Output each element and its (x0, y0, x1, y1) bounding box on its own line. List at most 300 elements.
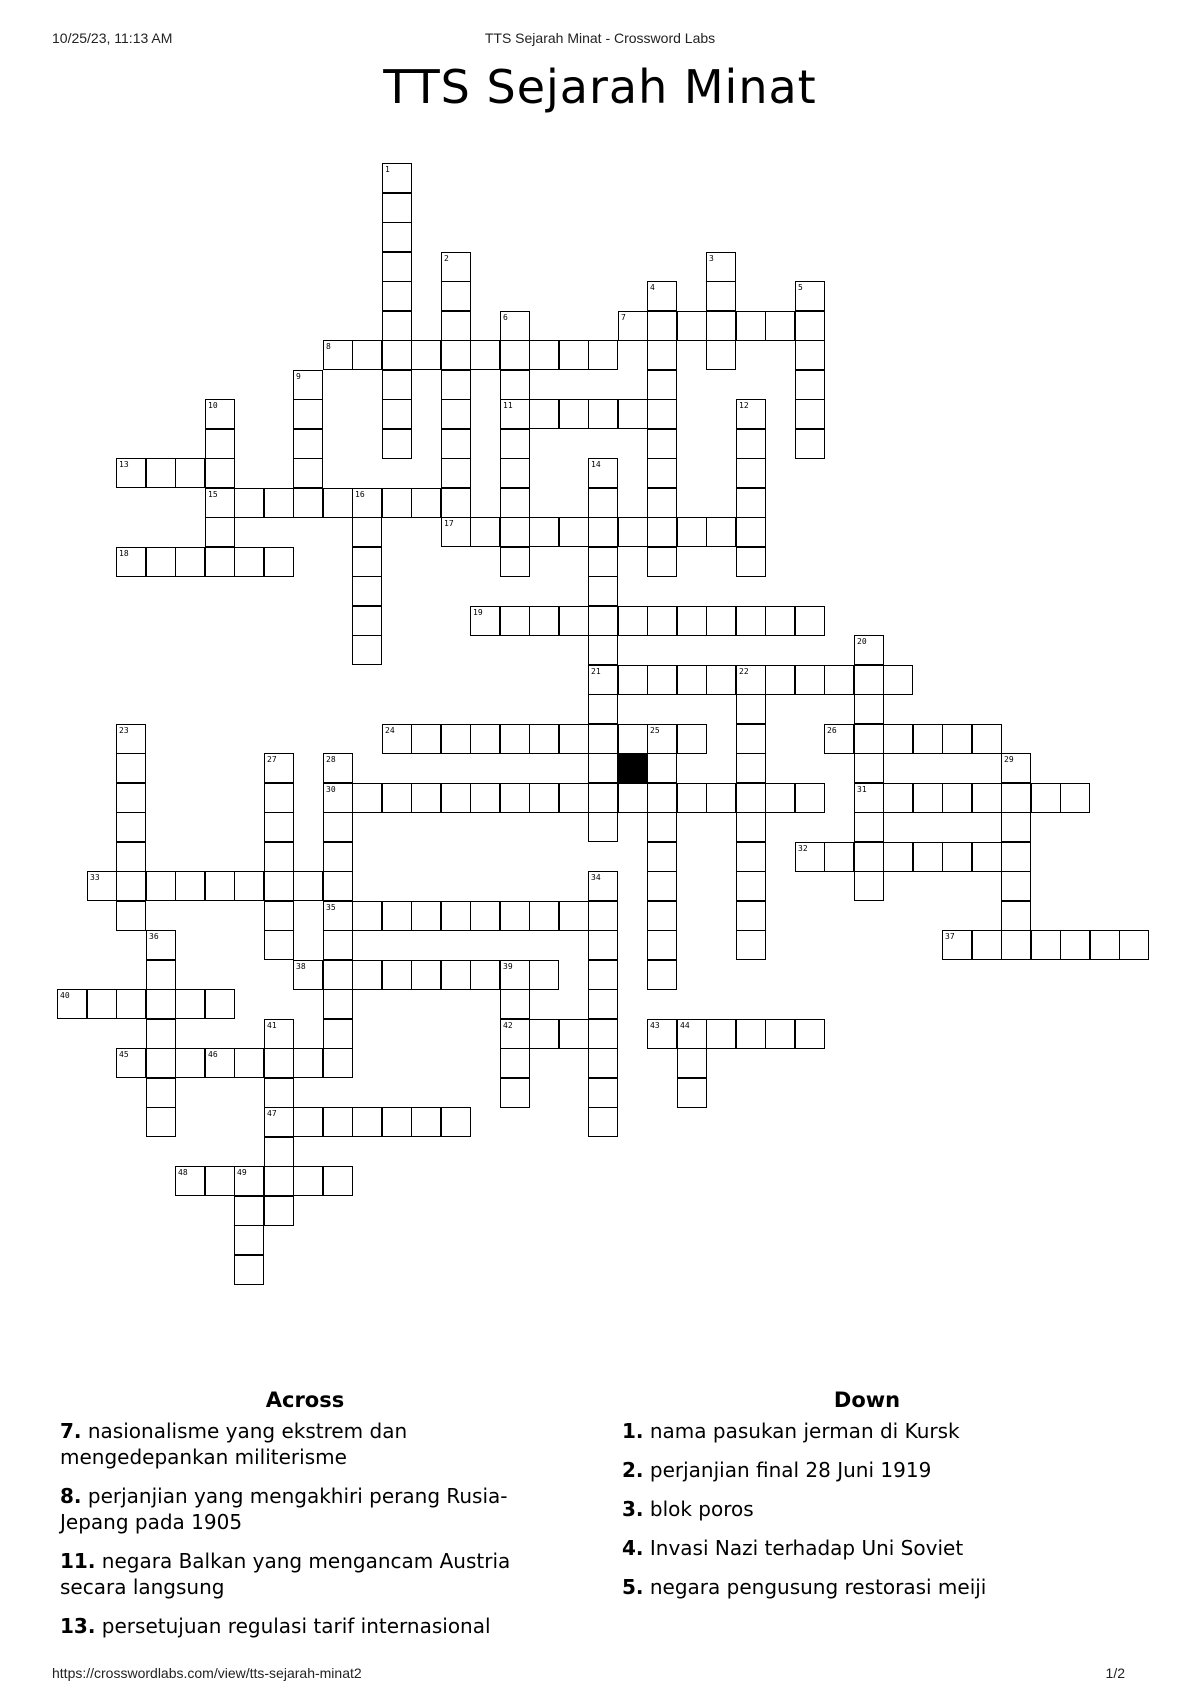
grid-cell[interactable] (618, 517, 648, 547)
grid-cell[interactable] (736, 665, 766, 695)
grid-cell[interactable] (765, 606, 795, 636)
grid-cell[interactable] (205, 1166, 235, 1196)
grid-cell[interactable] (293, 871, 323, 901)
grid-cell[interactable] (146, 1019, 176, 1049)
grid-cell[interactable] (234, 1255, 264, 1285)
grid-cell[interactable] (588, 606, 618, 636)
grid-cell[interactable] (323, 871, 353, 901)
grid-cell[interactable] (293, 370, 323, 400)
grid-cell[interactable] (264, 1048, 294, 1078)
grid-cell[interactable] (116, 842, 146, 872)
grid-cell[interactable] (293, 1107, 323, 1137)
grid-cell[interactable] (441, 370, 471, 400)
grid-cell[interactable] (706, 281, 736, 311)
grid-cell[interactable] (1031, 783, 1061, 813)
grid-cell[interactable] (205, 989, 235, 1019)
grid-cell[interactable] (441, 488, 471, 518)
grid-cell[interactable] (382, 783, 412, 813)
grid-cell[interactable] (647, 458, 677, 488)
grid-cell[interactable] (323, 842, 353, 872)
grid-cell[interactable] (618, 665, 648, 695)
grid-cell[interactable] (234, 1196, 264, 1226)
grid-cell[interactable] (205, 399, 235, 429)
grid-cell[interactable] (87, 871, 117, 901)
grid-cell[interactable] (588, 1048, 618, 1078)
grid-cell[interactable] (913, 842, 943, 872)
grid-cell[interactable] (264, 753, 294, 783)
grid-cell[interactable] (795, 340, 825, 370)
grid-cell[interactable] (264, 842, 294, 872)
grid-cell[interactable] (264, 930, 294, 960)
grid-cell[interactable] (382, 724, 412, 754)
grid-cell[interactable] (146, 871, 176, 901)
grid-cell[interactable] (382, 370, 412, 400)
grid-cell[interactable] (441, 458, 471, 488)
grid-cell[interactable] (618, 399, 648, 429)
grid-cell[interactable] (470, 606, 500, 636)
grid-cell[interactable] (647, 547, 677, 577)
grid-cell[interactable] (706, 517, 736, 547)
grid-cell[interactable] (234, 1225, 264, 1255)
grid-cell[interactable] (736, 901, 766, 931)
grid-cell[interactable] (500, 547, 530, 577)
grid-cell[interactable] (1031, 930, 1061, 960)
grid-cell[interactable] (87, 989, 117, 1019)
grid-cell[interactable] (677, 1048, 707, 1078)
grid-cell[interactable] (736, 606, 766, 636)
grid-cell[interactable] (588, 753, 618, 783)
grid-cell[interactable] (736, 1019, 766, 1049)
grid-cell[interactable] (795, 370, 825, 400)
grid-cell[interactable] (234, 1166, 264, 1196)
grid-cell[interactable] (382, 901, 412, 931)
grid-cell[interactable] (736, 871, 766, 901)
grid-cell[interactable] (264, 1166, 294, 1196)
grid-cell[interactable] (205, 517, 235, 547)
grid-cell[interactable] (736, 547, 766, 577)
grid-cell[interactable] (205, 458, 235, 488)
grid-cell[interactable] (942, 783, 972, 813)
grid-cell[interactable] (116, 783, 146, 813)
grid-cell[interactable] (854, 724, 884, 754)
grid-cell[interactable] (588, 635, 618, 665)
grid-cell[interactable] (352, 783, 382, 813)
grid-cell[interactable] (382, 281, 412, 311)
grid-cell[interactable] (175, 547, 205, 577)
grid-cell[interactable] (293, 960, 323, 990)
grid-cell[interactable] (588, 1078, 618, 1108)
grid-cell[interactable] (883, 665, 913, 695)
grid-cell[interactable] (323, 960, 353, 990)
grid-cell[interactable] (382, 960, 412, 990)
grid-cell[interactable] (500, 989, 530, 1019)
grid-cell[interactable] (942, 842, 972, 872)
grid-cell[interactable] (1001, 812, 1031, 842)
grid-cell[interactable] (500, 429, 530, 459)
grid-cell[interactable] (352, 606, 382, 636)
grid-cell[interactable] (500, 517, 530, 547)
grid-cell[interactable] (824, 724, 854, 754)
grid-cell[interactable] (382, 311, 412, 341)
grid-cell[interactable] (175, 458, 205, 488)
grid-cell[interactable] (500, 1078, 530, 1108)
grid-cell[interactable] (736, 517, 766, 547)
grid-cell[interactable] (795, 281, 825, 311)
grid-cell[interactable] (588, 340, 618, 370)
grid-cell[interactable] (323, 901, 353, 931)
grid-cell[interactable] (264, 1137, 294, 1167)
grid-cell[interactable] (529, 901, 559, 931)
grid-cell[interactable] (972, 930, 1002, 960)
grid-cell[interactable] (234, 547, 264, 577)
grid-cell[interactable] (1001, 842, 1031, 872)
grid-cell[interactable] (264, 1107, 294, 1137)
grid-cell[interactable] (1001, 930, 1031, 960)
grid-cell[interactable] (205, 1048, 235, 1078)
grid-cell[interactable] (647, 753, 677, 783)
grid-cell[interactable] (647, 281, 677, 311)
grid-cell[interactable] (323, 1048, 353, 1078)
grid-cell[interactable] (736, 783, 766, 813)
grid-cell[interactable] (736, 724, 766, 754)
grid-cell[interactable] (677, 783, 707, 813)
grid-cell[interactable] (647, 842, 677, 872)
grid-cell[interactable] (293, 1048, 323, 1078)
grid-cell[interactable] (323, 930, 353, 960)
grid-cell[interactable] (677, 1078, 707, 1108)
grid-cell[interactable] (795, 783, 825, 813)
grid-cell[interactable] (677, 1019, 707, 1049)
grid-cell[interactable] (647, 399, 677, 429)
grid-cell[interactable] (146, 989, 176, 1019)
grid-cell[interactable] (411, 783, 441, 813)
grid-cell[interactable] (323, 1019, 353, 1049)
grid-cell[interactable] (883, 724, 913, 754)
grid-cell[interactable] (146, 960, 176, 990)
grid-cell[interactable] (706, 783, 736, 813)
grid-cell[interactable] (146, 1048, 176, 1078)
grid-cell[interactable] (411, 901, 441, 931)
grid-cell[interactable] (854, 635, 884, 665)
grid-cell[interactable] (529, 783, 559, 813)
grid-cell[interactable] (647, 871, 677, 901)
grid-cell[interactable] (441, 724, 471, 754)
grid-cell[interactable] (854, 783, 884, 813)
grid-cell[interactable] (441, 252, 471, 282)
grid-cell[interactable] (441, 311, 471, 341)
grid-cell[interactable] (736, 930, 766, 960)
grid-cell[interactable] (1060, 930, 1090, 960)
grid-cell[interactable] (500, 960, 530, 990)
grid-cell[interactable] (441, 517, 471, 547)
grid-cell[interactable] (352, 635, 382, 665)
grid-cell[interactable] (618, 724, 648, 754)
grid-cell[interactable] (470, 901, 500, 931)
grid-cell[interactable] (500, 458, 530, 488)
grid-cell[interactable] (972, 783, 1002, 813)
grid-cell[interactable] (1001, 871, 1031, 901)
grid-cell[interactable] (854, 812, 884, 842)
grid-cell[interactable] (559, 606, 589, 636)
grid-cell[interactable] (352, 517, 382, 547)
grid-cell[interactable] (323, 340, 353, 370)
grid-cell[interactable] (824, 665, 854, 695)
grid-cell[interactable] (588, 871, 618, 901)
grid-cell[interactable] (411, 488, 441, 518)
grid-cell[interactable] (588, 399, 618, 429)
grid-cell[interactable] (736, 399, 766, 429)
grid-cell[interactable] (559, 901, 589, 931)
grid-cell[interactable] (441, 783, 471, 813)
grid-cell[interactable] (470, 960, 500, 990)
grid-cell[interactable] (441, 281, 471, 311)
grid-cell[interactable] (116, 1048, 146, 1078)
grid-cell[interactable] (618, 783, 648, 813)
grid-cell[interactable] (529, 517, 559, 547)
grid-cell[interactable] (588, 694, 618, 724)
grid-cell[interactable] (588, 1107, 618, 1137)
grid-cell[interactable] (441, 340, 471, 370)
grid-cell[interactable] (500, 488, 530, 518)
grid-cell[interactable] (883, 783, 913, 813)
grid-cell[interactable] (352, 1107, 382, 1137)
grid-cell[interactable] (559, 1019, 589, 1049)
grid-cell[interactable] (795, 842, 825, 872)
grid-cell[interactable] (795, 665, 825, 695)
grid-cell[interactable] (706, 340, 736, 370)
grid-cell[interactable] (116, 901, 146, 931)
grid-cell[interactable] (470, 340, 500, 370)
grid-cell[interactable] (293, 1166, 323, 1196)
grid-cell[interactable] (470, 724, 500, 754)
grid-cell[interactable] (559, 517, 589, 547)
grid-cell[interactable] (441, 901, 471, 931)
grid-cell[interactable] (441, 399, 471, 429)
grid-cell[interactable] (913, 783, 943, 813)
grid-cell[interactable] (470, 517, 500, 547)
grid-cell[interactable] (205, 871, 235, 901)
grid-cell[interactable] (854, 694, 884, 724)
grid-cell[interactable] (382, 429, 412, 459)
grid-cell[interactable] (382, 488, 412, 518)
grid-cell[interactable] (500, 901, 530, 931)
grid-cell[interactable] (588, 576, 618, 606)
grid-cell[interactable] (647, 901, 677, 931)
grid-cell[interactable] (352, 576, 382, 606)
grid-cell[interactable] (57, 989, 87, 1019)
grid-cell[interactable] (618, 606, 648, 636)
grid-cell[interactable] (500, 724, 530, 754)
grid-cell[interactable] (205, 488, 235, 518)
grid-cell[interactable] (824, 842, 854, 872)
grid-cell[interactable] (500, 340, 530, 370)
grid-cell[interactable] (500, 370, 530, 400)
grid-cell[interactable] (647, 340, 677, 370)
grid-cell[interactable] (264, 871, 294, 901)
grid-cell[interactable] (323, 753, 353, 783)
grid-cell[interactable] (588, 989, 618, 1019)
grid-cell[interactable] (677, 517, 707, 547)
grid-cell[interactable] (588, 458, 618, 488)
grid-cell[interactable] (795, 311, 825, 341)
grid-cell[interactable] (441, 1107, 471, 1137)
grid-cell[interactable] (293, 458, 323, 488)
grid-cell[interactable] (972, 842, 1002, 872)
grid-cell[interactable] (500, 1048, 530, 1078)
grid-cell[interactable] (588, 1019, 618, 1049)
grid-cell[interactable] (942, 724, 972, 754)
grid-cell[interactable] (647, 488, 677, 518)
grid-cell[interactable] (382, 252, 412, 282)
grid-cell[interactable] (588, 547, 618, 577)
grid-cell[interactable] (647, 960, 677, 990)
grid-cell[interactable] (500, 1019, 530, 1049)
grid-cell[interactable] (323, 812, 353, 842)
grid-cell[interactable] (382, 1107, 412, 1137)
grid-cell[interactable] (382, 340, 412, 370)
grid-cell[interactable] (677, 606, 707, 636)
grid-cell[interactable] (264, 488, 294, 518)
grid-cell[interactable] (1060, 783, 1090, 813)
grid-cell[interactable] (736, 694, 766, 724)
grid-cell[interactable] (175, 1048, 205, 1078)
grid-cell[interactable] (765, 665, 795, 695)
grid-cell[interactable] (382, 163, 412, 193)
grid-cell[interactable] (411, 1107, 441, 1137)
grid-cell[interactable] (352, 340, 382, 370)
grid-cell[interactable] (264, 1196, 294, 1226)
grid-cell[interactable] (146, 547, 176, 577)
grid-cell[interactable] (706, 606, 736, 636)
grid-cell[interactable] (382, 399, 412, 429)
grid-cell[interactable] (116, 547, 146, 577)
grid-cell[interactable] (706, 252, 736, 282)
grid-cell[interactable] (1090, 930, 1120, 960)
grid-cell[interactable] (647, 665, 677, 695)
grid-cell[interactable] (588, 517, 618, 547)
grid-cell[interactable] (352, 488, 382, 518)
grid-cell[interactable] (559, 724, 589, 754)
grid-cell[interactable] (588, 724, 618, 754)
grid-cell[interactable] (411, 724, 441, 754)
grid-cell[interactable] (706, 665, 736, 695)
grid-cell[interactable] (500, 606, 530, 636)
grid-cell[interactable] (382, 193, 412, 223)
grid-cell[interactable] (500, 399, 530, 429)
grid-cell[interactable] (588, 812, 618, 842)
grid-cell[interactable] (323, 488, 353, 518)
grid-cell[interactable] (736, 458, 766, 488)
grid-cell[interactable] (854, 871, 884, 901)
grid-cell[interactable] (647, 930, 677, 960)
grid-cell[interactable] (293, 488, 323, 518)
grid-cell[interactable] (175, 989, 205, 1019)
grid-cell[interactable] (647, 606, 677, 636)
grid-cell[interactable] (264, 901, 294, 931)
grid-cell[interactable] (765, 783, 795, 813)
grid-cell[interactable] (175, 871, 205, 901)
grid-cell[interactable] (264, 547, 294, 577)
grid-cell[interactable] (116, 989, 146, 1019)
grid-cell[interactable] (175, 1166, 205, 1196)
grid-cell[interactable] (529, 340, 559, 370)
grid-cell[interactable] (323, 1166, 353, 1196)
grid-cell[interactable] (264, 1019, 294, 1049)
grid-cell[interactable] (116, 871, 146, 901)
grid-cell[interactable] (529, 1019, 559, 1049)
grid-cell[interactable] (323, 1107, 353, 1137)
grid-cell[interactable] (1001, 753, 1031, 783)
grid-cell[interactable] (588, 783, 618, 813)
grid-cell[interactable] (795, 399, 825, 429)
grid-cell[interactable] (352, 547, 382, 577)
grid-cell[interactable] (323, 783, 353, 813)
grid-cell[interactable] (647, 1019, 677, 1049)
grid-cell[interactable] (264, 783, 294, 813)
grid-cell[interactable] (352, 901, 382, 931)
grid-cell[interactable] (146, 930, 176, 960)
grid-cell[interactable] (972, 724, 1002, 754)
grid-cell[interactable] (647, 517, 677, 547)
grid-cell[interactable] (470, 783, 500, 813)
grid-cell[interactable] (559, 399, 589, 429)
grid-cell[interactable] (647, 370, 677, 400)
grid-cell[interactable] (588, 901, 618, 931)
grid-cell[interactable] (529, 606, 559, 636)
grid-cell[interactable] (382, 222, 412, 252)
grid-cell[interactable] (677, 724, 707, 754)
grid-cell[interactable] (588, 488, 618, 518)
grid-cell[interactable] (706, 1019, 736, 1049)
grid-cell[interactable] (647, 429, 677, 459)
grid-cell[interactable] (854, 753, 884, 783)
grid-cell[interactable] (559, 340, 589, 370)
grid-cell[interactable] (559, 783, 589, 813)
grid-cell[interactable] (411, 340, 441, 370)
grid-cell[interactable] (116, 724, 146, 754)
grid-cell[interactable] (234, 488, 264, 518)
grid-cell[interactable] (529, 399, 559, 429)
grid-cell[interactable] (942, 930, 972, 960)
grid-cell[interactable] (146, 1078, 176, 1108)
grid-cell[interactable] (588, 960, 618, 990)
grid-cell[interactable] (529, 724, 559, 754)
grid-cell[interactable] (500, 783, 530, 813)
grid-cell[interactable] (854, 842, 884, 872)
grid-cell[interactable] (323, 989, 353, 1019)
grid-cell[interactable] (116, 812, 146, 842)
grid-cell[interactable] (234, 871, 264, 901)
grid-cell[interactable] (706, 311, 736, 341)
grid-cell[interactable] (588, 665, 618, 695)
grid-cell[interactable] (765, 1019, 795, 1049)
grid-cell[interactable] (647, 812, 677, 842)
grid-cell[interactable] (647, 783, 677, 813)
grid-cell[interactable] (264, 812, 294, 842)
grid-cell[interactable] (883, 842, 913, 872)
grid-cell[interactable] (146, 1107, 176, 1137)
grid-cell[interactable] (529, 960, 559, 990)
grid-cell[interactable] (677, 311, 707, 341)
grid-cell[interactable] (205, 547, 235, 577)
grid-cell[interactable] (736, 753, 766, 783)
grid-cell[interactable] (411, 960, 441, 990)
grid-cell[interactable] (795, 429, 825, 459)
grid-cell[interactable] (352, 960, 382, 990)
grid-cell[interactable] (765, 311, 795, 341)
grid-cell[interactable] (293, 429, 323, 459)
grid-cell[interactable] (1001, 783, 1031, 813)
